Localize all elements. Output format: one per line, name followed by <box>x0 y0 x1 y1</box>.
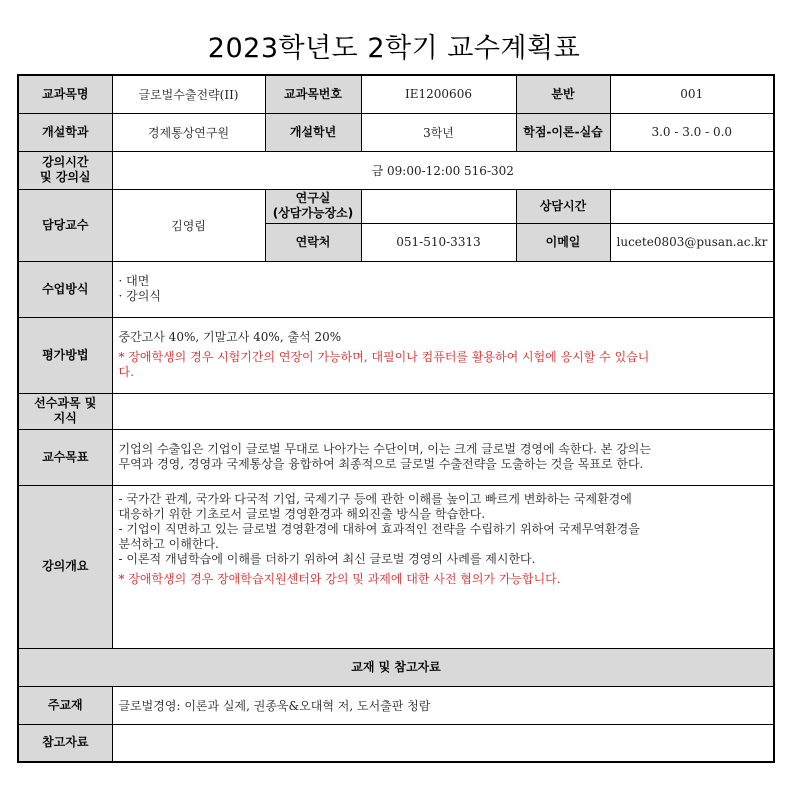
time-value: 금 09:00-12:00 516-302 <box>112 151 774 189</box>
row-professor <box>18 189 774 223</box>
materials-header: 교재 및 참고자료 <box>18 648 774 686</box>
overview-line: - 기업이 직면하고 있는 글로벌 경영환경에 대하여 효과적인 전략을 수립하기 위하여 국제무역환경을 <box>118 521 640 536</box>
course-number-label: 교과목번호 <box>265 75 361 113</box>
goal-content <box>112 429 774 485</box>
dept-value: 경제통상연구원 <box>112 113 265 151</box>
main-textbook-value: 글로벌경영: 이론과 실제, 권종욱&오대혁 저, 도서출판 청람 <box>112 686 774 724</box>
office-label-line1: 연구실 <box>295 191 331 205</box>
credit-value: 3.0 - 3.0 - 0.0 <box>610 113 774 151</box>
page-title: 2023학년도 2학기 교수계획표 <box>207 33 581 64</box>
course-name: 글로벌수출전략(II) <box>112 75 265 113</box>
evaluation-text: 중간고사 40%, 기말고사 40%, 출석 20% <box>118 330 342 344</box>
overview-content <box>112 485 774 648</box>
overview-label: 강의개요 <box>18 485 112 648</box>
professor-label: 담당교수 <box>18 189 112 261</box>
credit-label: 학점-이론-실습 <box>516 113 610 151</box>
method-item: · 대면 <box>118 274 150 288</box>
time-label <box>18 151 112 189</box>
phone-value: 051-510-3313 <box>361 223 516 261</box>
row-overview <box>18 485 774 648</box>
row-method <box>18 261 774 317</box>
goal-line: 무역과 경영, 경영과 국제통상을 융합하여 최종적으로 글로벌 수출전략을 도출하는 것을 목표로 한다. <box>118 457 644 471</box>
dept-label: 개설학과 <box>18 113 112 151</box>
email-value: lucete0803@pusan.ac.kr <box>610 223 774 261</box>
year-label: 개설학년 <box>265 113 361 151</box>
prerequisite-label-line1: 선수과목 및 <box>34 396 97 410</box>
phone-label: 연락처 <box>265 223 361 261</box>
prerequisite-label-line2: 지식 <box>53 411 77 425</box>
row-course-info <box>18 75 774 113</box>
prerequisite-label <box>18 393 112 429</box>
evaluation-label: 평가방법 <box>18 317 112 393</box>
references-value <box>112 724 774 762</box>
references-label: 참고자료 <box>18 724 112 762</box>
row-main-textbook <box>18 686 774 724</box>
goal-line: 기업의 수출입은 기업이 글로벌 무대로 나아가는 수단이며, 이는 크게 글로벌 경영에 속한다. 본 강의는 <box>118 442 651 456</box>
overview-line: - 이론적 개념학습에 이해를 더하기 위하여 최신 글로벌 경영의 사례를 제시한다. <box>118 551 536 566</box>
overview-line: 분석하고 이해한다. <box>118 536 219 551</box>
evaluation-note: * 장애학생의 경우 시험기간의 연장이 가능하며, 대필이나 컴퓨터를 활용하여 시험에 응시할 수 있습니 <box>118 350 650 364</box>
office-value <box>361 189 516 223</box>
method-item: · 강의식 <box>118 289 161 303</box>
office-label-line2: (상담가능장소) <box>272 206 354 220</box>
goal-label: 교수목표 <box>18 429 112 485</box>
main-textbook-label: 주교재 <box>18 686 112 724</box>
email-label: 이메일 <box>516 223 610 261</box>
row-goal <box>18 429 774 485</box>
row-dept-info <box>18 113 774 151</box>
prerequisite-value <box>112 393 774 429</box>
time-label-line2: 및 강의실 <box>39 170 91 184</box>
method-content <box>112 261 774 317</box>
row-materials-header <box>18 648 774 686</box>
section-value: 001 <box>610 75 774 113</box>
overview-note: * 장애학생의 경우 장애학습지원센터와 강의 및 과제에 대한 사전 협의가 가능합니다. <box>118 571 561 586</box>
hours-value <box>610 189 774 223</box>
row-evaluation <box>18 317 774 393</box>
course-number: IE1200606 <box>361 75 516 113</box>
section-label: 분반 <box>516 75 610 113</box>
time-label-line1: 강의시간 <box>42 155 89 169</box>
row-time <box>18 151 774 189</box>
course-plan-table <box>17 74 775 763</box>
method-label: 수업방식 <box>18 261 112 317</box>
hours-label: 상담시간 <box>516 189 610 223</box>
year-value: 3학년 <box>361 113 516 151</box>
course-name-label: 교과목명 <box>18 75 112 113</box>
row-prerequisite <box>18 393 774 429</box>
evaluation-content <box>112 317 774 393</box>
overview-line: 대응하기 위한 기초로서 글로벌 경영환경과 해외진출 방식을 학습한다. <box>118 506 486 521</box>
overview-line: - 국가간 관계, 국가와 다국적 기업, 국제기구 등에 관한 이해를 높이고 빠르게 변화하는 국제환경에 <box>118 491 632 506</box>
professor-name: 김영림 <box>112 189 265 261</box>
evaluation-note-cont: 다. <box>118 365 134 379</box>
row-references <box>18 724 774 762</box>
office-label <box>265 189 361 223</box>
